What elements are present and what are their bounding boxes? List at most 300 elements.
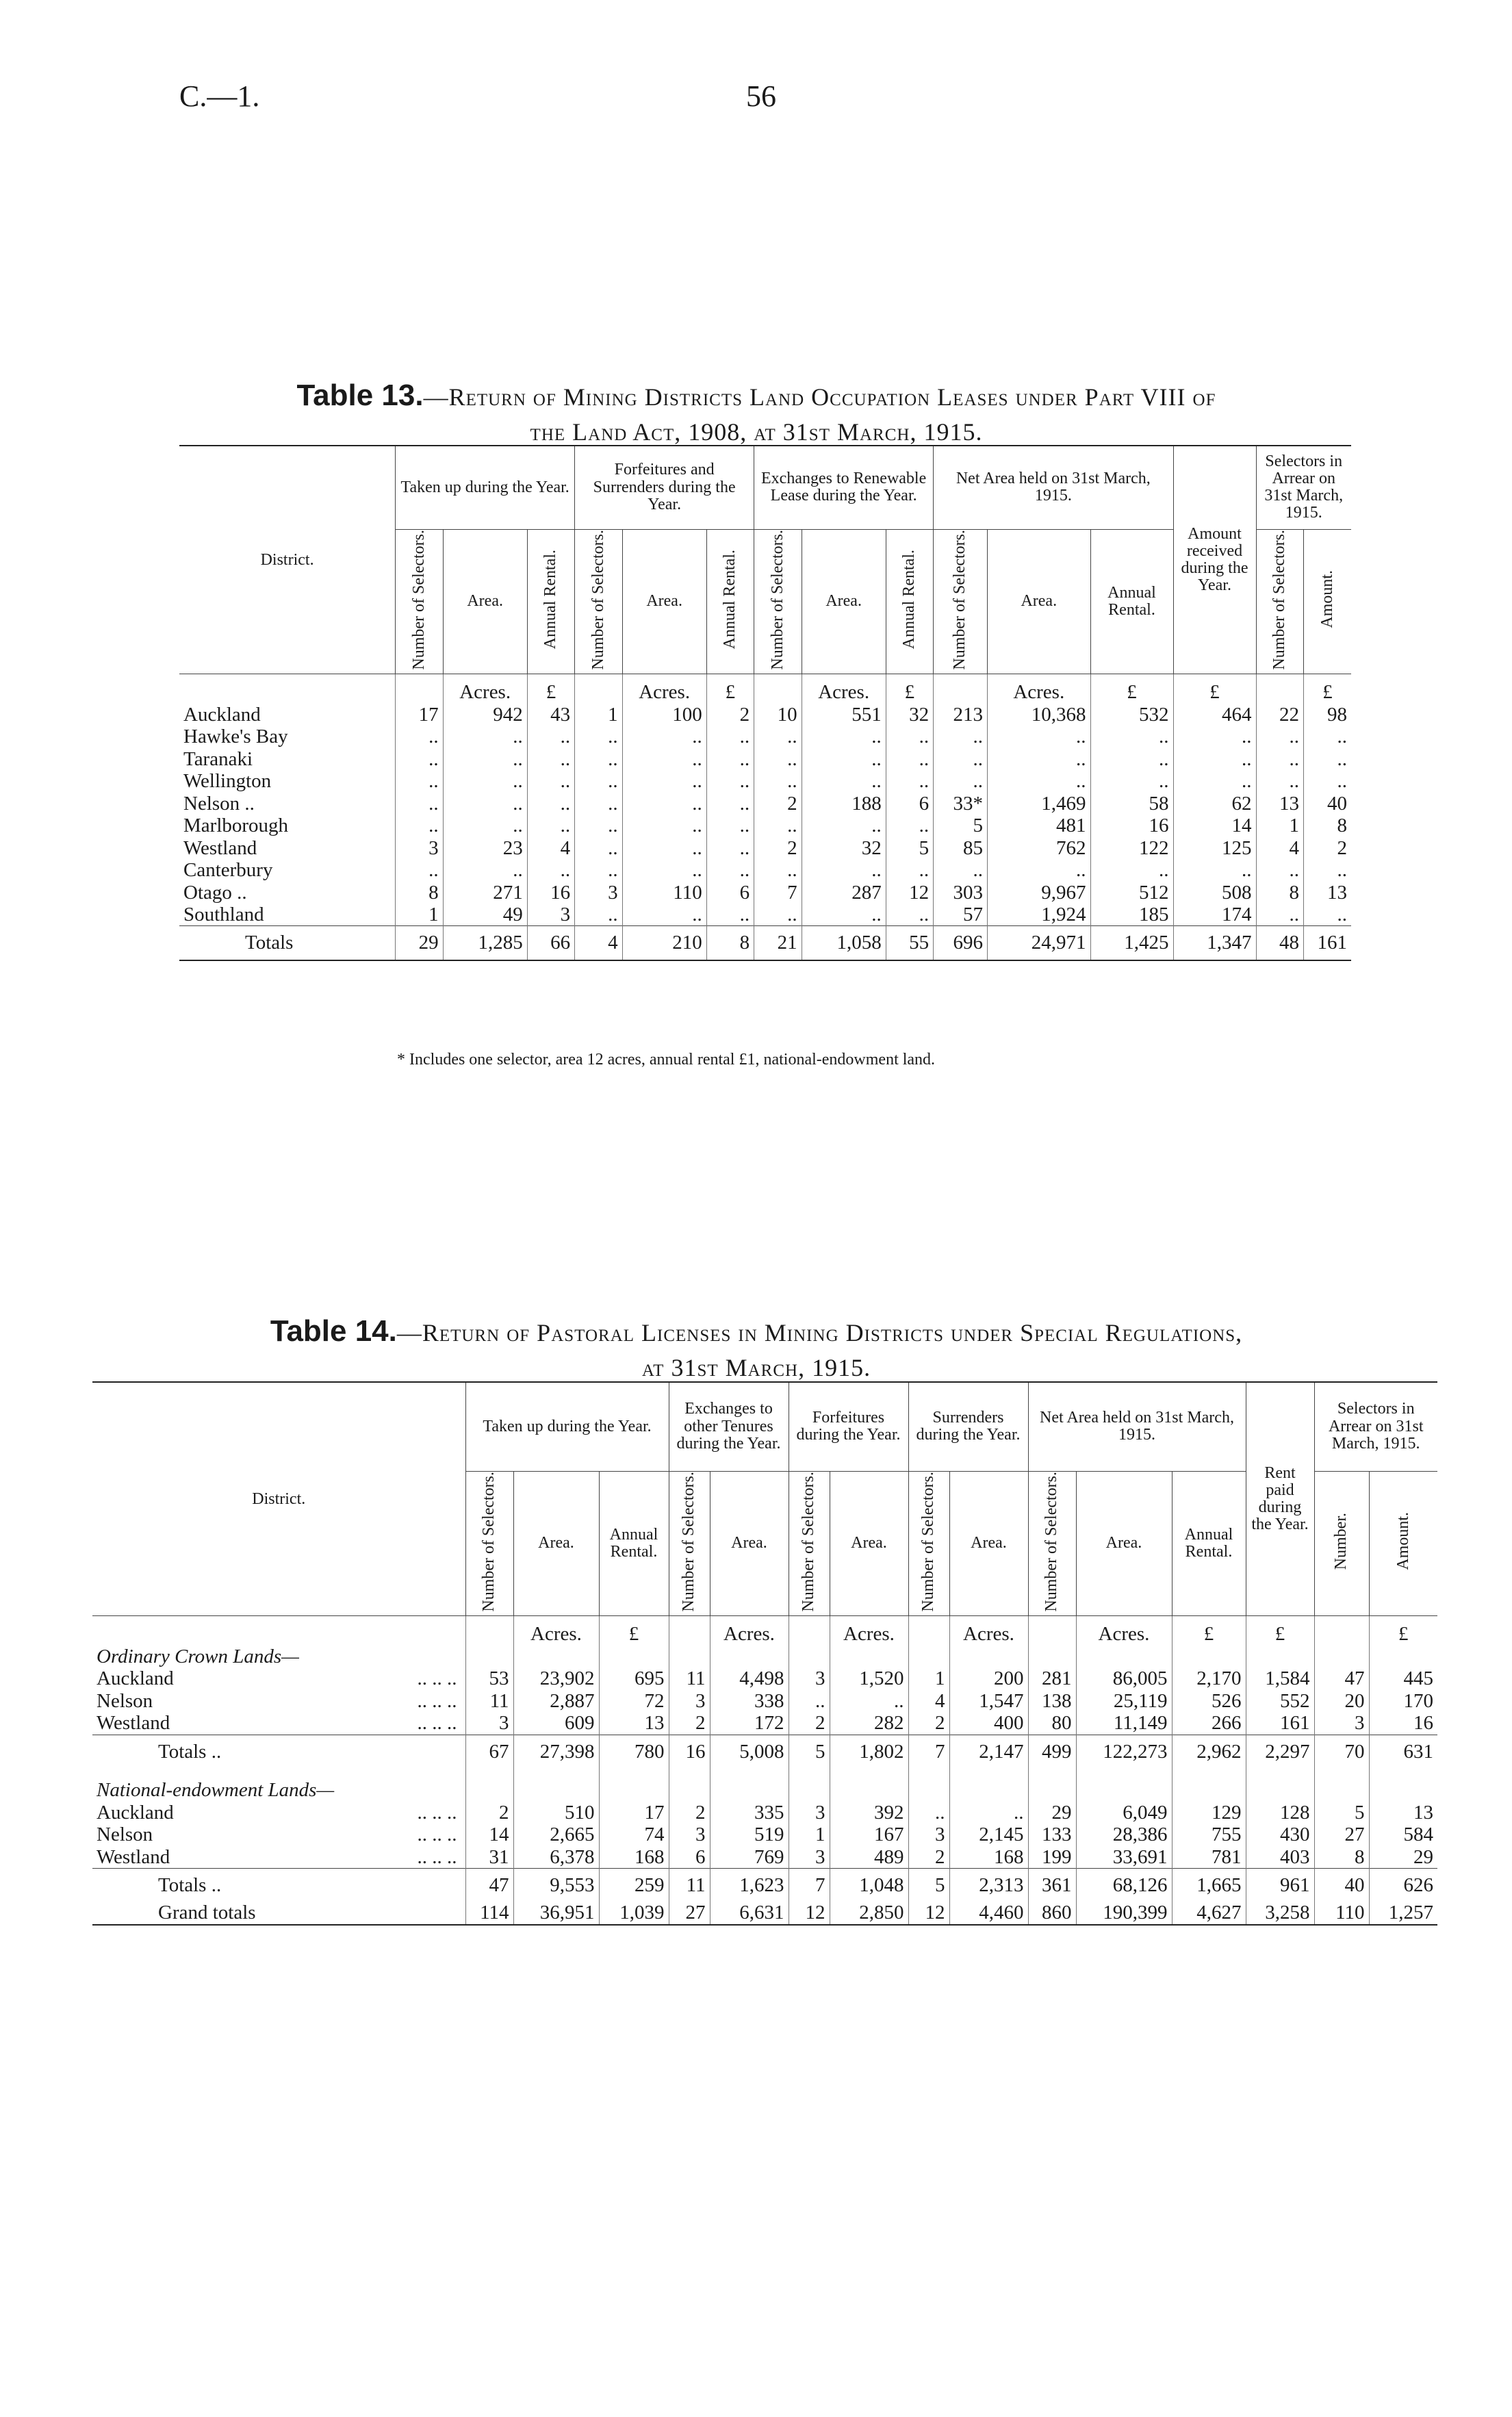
- table14-title-line1: —Return of Pastoral Licenses in Mining Districts under Special Regulations,: [396, 1319, 1243, 1346]
- cell: ..: [575, 859, 622, 881]
- cell: ..: [886, 815, 933, 836]
- district-cell: [92, 1824, 465, 1845]
- table-row: [179, 748, 1351, 770]
- cell: 23,902: [513, 1667, 599, 1689]
- cell: 27,398: [513, 1735, 599, 1768]
- cell: 138: [1028, 1690, 1076, 1712]
- cell: ..: [443, 859, 527, 881]
- cell: ..: [802, 815, 886, 836]
- cell: 3: [789, 1802, 830, 1824]
- cell: ..: [622, 770, 706, 792]
- table-row: [92, 1846, 1437, 1869]
- t14-head-surr-selectors: [908, 1471, 949, 1616]
- district-name: Auckland: [183, 703, 261, 726]
- cell: 281: [1028, 1667, 1076, 1689]
- cell: 27: [669, 1902, 710, 1924]
- cell: 2: [754, 837, 802, 859]
- cell: 9,553: [513, 1868, 599, 1902]
- cell: ..: [1173, 859, 1256, 881]
- cell: [934, 674, 988, 704]
- cell: 161: [1303, 926, 1351, 960]
- cell: ..: [754, 815, 802, 836]
- cell: £: [1303, 674, 1351, 704]
- district-name: Canterbury: [183, 859, 273, 882]
- cell: ..: [706, 748, 754, 770]
- cell: ..: [1256, 748, 1303, 770]
- t13-head-forfeit: Forfeitures and Surrenders during the Year.: [575, 446, 754, 529]
- cell: 168: [599, 1846, 669, 1869]
- cell: 6,631: [710, 1902, 789, 1924]
- cell: ..: [802, 859, 886, 881]
- cell: 1: [908, 1667, 949, 1689]
- cell: 1,469: [988, 793, 1090, 815]
- district-cell: [92, 1802, 465, 1824]
- cell: ..: [443, 770, 527, 792]
- t14-head-net-area: Area.: [1076, 1471, 1172, 1616]
- table-row: [179, 726, 1351, 747]
- t14-head-rent-paid: Rent paid during the Year.: [1246, 1382, 1314, 1616]
- cell: 55: [886, 926, 933, 960]
- cell: 4: [575, 926, 622, 960]
- t14-head-taken-rental: Annual Rental.: [599, 1471, 669, 1616]
- t14-head-net-rental: Annual Rental.: [1172, 1471, 1246, 1616]
- cell: 2,887: [513, 1690, 599, 1712]
- cell: 4,627: [1172, 1902, 1246, 1924]
- cell: 1: [1256, 815, 1303, 836]
- cell: ..: [396, 748, 443, 770]
- cell: 17: [599, 1802, 669, 1824]
- t13-head-forfeit-rental: [706, 529, 754, 674]
- cell: [396, 674, 443, 704]
- cell: ..: [575, 748, 622, 770]
- cell: ..: [1173, 726, 1256, 747]
- cell: 8: [1314, 1846, 1369, 1869]
- cell: 29: [1369, 1846, 1437, 1869]
- leader-dots: .. .. ..: [417, 1667, 457, 1690]
- cell: 1,048: [830, 1868, 908, 1902]
- cell: 31: [465, 1846, 513, 1869]
- cell: 489: [830, 1846, 908, 1869]
- cell: ..: [575, 904, 622, 926]
- cell: 2,962: [1172, 1735, 1246, 1768]
- cell: 98: [1303, 704, 1351, 726]
- cell: 392: [830, 1802, 908, 1824]
- cell: 16: [669, 1735, 710, 1768]
- cell: ..: [754, 726, 802, 747]
- totals-label: Totals ..: [158, 1740, 222, 1763]
- cell: ..: [934, 726, 988, 747]
- cell: 860: [1028, 1902, 1076, 1924]
- cell: 2,297: [1246, 1735, 1314, 1768]
- t14-head-arrear-number: [1314, 1471, 1369, 1616]
- cell: 14: [465, 1824, 513, 1845]
- cell: 2: [789, 1712, 830, 1735]
- t14-head-surrenders: Surrenders during the Year.: [908, 1382, 1028, 1471]
- cell: ..: [706, 837, 754, 859]
- cell: 161: [1246, 1712, 1314, 1735]
- cell: 780: [599, 1735, 669, 1768]
- t14-head-taken-area: Area.: [513, 1471, 599, 1616]
- t13-head-arrear-selectors-label: Number of Selectors.: [1270, 529, 1289, 670]
- cell: 11: [669, 1868, 710, 1902]
- totals-label: Grand totals: [158, 1902, 256, 1924]
- cell: ..: [754, 904, 802, 926]
- cell: ..: [1173, 770, 1256, 792]
- cell: ..: [443, 815, 527, 836]
- cell: 16: [527, 882, 574, 904]
- cell: 755: [1172, 1824, 1246, 1845]
- cell: 2,145: [949, 1824, 1028, 1845]
- t14-head-taken: Taken up during the Year.: [465, 1382, 669, 1471]
- cell: 6,049: [1076, 1802, 1172, 1824]
- cell: 10,368: [988, 704, 1090, 726]
- cell: 48: [1256, 926, 1303, 960]
- cell: 1,425: [1090, 926, 1173, 960]
- cell: 508: [1173, 882, 1256, 904]
- cell: Acres.: [1076, 1616, 1172, 1646]
- cell: 2: [706, 704, 754, 726]
- cell: ..: [802, 904, 886, 926]
- t14-head-net-selectors-label: Number of Selectors.: [1042, 1471, 1061, 1612]
- cell: Acres.: [949, 1616, 1028, 1646]
- cell: 695: [599, 1667, 669, 1689]
- t13-units-row: [179, 674, 1351, 704]
- cell: 6,378: [513, 1846, 599, 1869]
- cell: 519: [710, 1824, 789, 1845]
- district-cell: [92, 1690, 465, 1712]
- table14-title: [110, 1311, 1403, 1385]
- t13-head-amount-received: Amount received during the Year.: [1173, 446, 1256, 674]
- cell: 1,802: [830, 1735, 908, 1768]
- cell: 1,665: [1172, 1868, 1246, 1902]
- t14-head-arrear-number-label: Number.: [1332, 1513, 1350, 1570]
- district-name: Marlborough: [183, 815, 289, 837]
- cell: 1,347: [1173, 926, 1256, 960]
- cell: 62: [1173, 793, 1256, 815]
- cell: [1314, 1616, 1369, 1646]
- totals-row: [92, 1868, 1437, 1902]
- cell: 510: [513, 1802, 599, 1824]
- cell: 3: [789, 1667, 830, 1689]
- cell: 10: [754, 704, 802, 726]
- table14-title-prefix: Table 14.: [270, 1314, 397, 1348]
- cell: £: [599, 1616, 669, 1646]
- cell: 552: [1246, 1690, 1314, 1712]
- cell: 8: [1303, 815, 1351, 836]
- cell: 1,547: [949, 1690, 1028, 1712]
- cell: 6: [886, 793, 933, 815]
- cell: 70: [1314, 1735, 1369, 1768]
- table14: [92, 1381, 1437, 1926]
- cell: Acres.: [802, 674, 886, 704]
- cell: 114: [465, 1902, 513, 1924]
- t14-head-surr-area: Area.: [949, 1471, 1028, 1616]
- district-name: Nelson: [97, 1824, 153, 1846]
- table-row: [179, 793, 1351, 815]
- cell: 2,850: [830, 1902, 908, 1924]
- cell: ..: [934, 748, 988, 770]
- cell: ..: [622, 859, 706, 881]
- table-row: [179, 882, 1351, 904]
- t14-head-exch-selectors-label: Number of Selectors.: [680, 1471, 698, 1612]
- cell: 282: [830, 1712, 908, 1735]
- cell: 2: [908, 1846, 949, 1869]
- t14-head-net-selectors: [1028, 1471, 1076, 1616]
- t13-head-taken-area: Area.: [443, 529, 527, 674]
- district-cell: [179, 837, 396, 859]
- cell: ..: [1303, 770, 1351, 792]
- cell: 12: [886, 882, 933, 904]
- cell: ..: [789, 1690, 830, 1712]
- cell: ..: [443, 793, 527, 815]
- cell: 74: [599, 1824, 669, 1845]
- cell: 287: [802, 882, 886, 904]
- district-name: Auckland: [97, 1801, 174, 1824]
- cell: 1,058: [802, 926, 886, 960]
- cell: ..: [622, 837, 706, 859]
- cell: ..: [754, 859, 802, 881]
- cell: 303: [934, 882, 988, 904]
- t13-head-exch-selectors: [754, 529, 802, 674]
- cell: 33,691: [1076, 1846, 1172, 1869]
- table-row: [179, 815, 1351, 836]
- cell: ..: [575, 770, 622, 792]
- cell: 199: [1028, 1846, 1076, 1869]
- cell: 27: [1314, 1824, 1369, 1845]
- table13-footnote: * Includes one selector, area 12 acres, annual rental £1, national-endowment land.: [397, 1051, 936, 1069]
- district-cell: [179, 904, 396, 926]
- cell: ..: [1303, 726, 1351, 747]
- cell: 481: [988, 815, 1090, 836]
- t13-head-exch-selectors-label: Number of Selectors.: [768, 529, 786, 670]
- district-name: Otago ..: [183, 881, 247, 904]
- cell: ..: [706, 859, 754, 881]
- t14-head-exch-area: Area.: [710, 1471, 789, 1616]
- cell: ..: [988, 726, 1090, 747]
- page-number: 56: [746, 79, 776, 113]
- totals-row: [92, 1735, 1437, 1768]
- cell: 110: [1314, 1902, 1369, 1924]
- cell: 8: [1256, 882, 1303, 904]
- cell: 2,147: [949, 1735, 1028, 1768]
- cell: 259: [599, 1868, 669, 1902]
- cell: 1: [575, 704, 622, 726]
- cell: 2: [908, 1712, 949, 1735]
- cell: ..: [396, 859, 443, 881]
- t14-head-arrear-amount-label: Amount.: [1394, 1512, 1412, 1571]
- cell: 5: [886, 837, 933, 859]
- cell: ..: [830, 1690, 908, 1712]
- cell: ..: [622, 904, 706, 926]
- cell: Acres.: [710, 1616, 789, 1646]
- cell: 526: [1172, 1690, 1246, 1712]
- cell: [1256, 674, 1303, 704]
- cell: 361: [1028, 1868, 1076, 1902]
- cell: 3: [1314, 1712, 1369, 1735]
- district-name: Wellington: [183, 770, 272, 793]
- cell: ..: [802, 770, 886, 792]
- t13-head-exch-rental: [886, 529, 933, 674]
- cell: ..: [575, 793, 622, 815]
- cell: [92, 1616, 465, 1646]
- totals-label: Totals ..: [158, 1874, 222, 1896]
- cell: ..: [527, 859, 574, 881]
- cell: 5: [789, 1735, 830, 1768]
- cell: [465, 1616, 513, 1646]
- cell: ..: [575, 837, 622, 859]
- cell: 11,149: [1076, 1712, 1172, 1735]
- cell: 20: [1314, 1690, 1369, 1712]
- section-heading-row: [92, 1768, 1437, 1801]
- leader-dots: .. .. ..: [417, 1824, 457, 1846]
- cell: ..: [1090, 770, 1173, 792]
- cell: 12: [908, 1902, 949, 1924]
- cell: 499: [1028, 1735, 1076, 1768]
- cell: 626: [1369, 1868, 1437, 1902]
- section-heading-ordinary: Ordinary Crown Lands—: [97, 1645, 299, 1667]
- t14-head-exch-selectors: [669, 1471, 710, 1616]
- cell: ..: [1256, 726, 1303, 747]
- cell: 188: [802, 793, 886, 815]
- cell: 4,460: [949, 1902, 1028, 1924]
- cell: 47: [1314, 1667, 1369, 1689]
- cell: ..: [802, 726, 886, 747]
- cell: 53: [465, 1667, 513, 1689]
- t13-head-arrear: Selectors in Arrear on 31st March, 1915.: [1256, 446, 1351, 529]
- cell: 2: [465, 1802, 513, 1824]
- cell: 7: [789, 1868, 830, 1902]
- cell: ..: [706, 770, 754, 792]
- cell: Acres.: [830, 1616, 908, 1646]
- table13-title-prefix: Table 13.: [296, 379, 424, 412]
- cell: 696: [934, 926, 988, 960]
- cell: £: [706, 674, 754, 704]
- cell: ..: [1090, 726, 1173, 747]
- t13-head-net-rental: Annual Rental.: [1090, 529, 1173, 674]
- cell: 609: [513, 1712, 599, 1735]
- cell: ..: [396, 726, 443, 747]
- table-row: [179, 904, 1351, 926]
- section-heading-row: [92, 1646, 1437, 1667]
- t13-head-net-area: Area.: [988, 529, 1090, 674]
- t13-head-taken-rental: [527, 529, 574, 674]
- cell: 512: [1090, 882, 1173, 904]
- cell: 1,584: [1246, 1667, 1314, 1689]
- cell: ..: [527, 770, 574, 792]
- cell: 29: [1028, 1802, 1076, 1824]
- cell: 9,967: [988, 882, 1090, 904]
- cell: 2: [669, 1712, 710, 1735]
- cell: 8: [706, 926, 754, 960]
- cell: 430: [1246, 1824, 1314, 1845]
- cell: 11: [669, 1667, 710, 1689]
- table-row: [92, 1712, 1437, 1735]
- cell: ..: [802, 748, 886, 770]
- cell: 110: [622, 882, 706, 904]
- cell: 2,170: [1172, 1667, 1246, 1689]
- totals-row: [179, 926, 1351, 960]
- cell: [908, 1616, 949, 1646]
- page-reference: C.—1.: [179, 79, 260, 113]
- cell: 200: [949, 1667, 1028, 1689]
- t14-head-forfeit-selectors: [789, 1471, 830, 1616]
- cell: ..: [886, 748, 933, 770]
- cell: 4: [527, 837, 574, 859]
- cell: 6: [706, 882, 754, 904]
- table-row: [92, 1802, 1437, 1824]
- t13-head-taken-selectors-label: Number of Selectors.: [409, 529, 428, 670]
- cell: 25,119: [1076, 1690, 1172, 1712]
- cell: 168: [949, 1846, 1028, 1869]
- grand-totals-row: [92, 1902, 1437, 1924]
- cell: ..: [1090, 859, 1173, 881]
- cell: ..: [886, 770, 933, 792]
- cell: Acres.: [988, 674, 1090, 704]
- cell: 14: [1173, 815, 1256, 836]
- t13-head-exchanges: Exchanges to Renewable Lease during the Year.: [754, 446, 934, 529]
- cell: 4: [1256, 837, 1303, 859]
- cell: ..: [527, 748, 574, 770]
- district-cell: [92, 1735, 465, 1768]
- cell: £: [1090, 674, 1173, 704]
- cell: 16: [1369, 1712, 1437, 1735]
- cell: ..: [886, 859, 933, 881]
- cell: 3: [669, 1824, 710, 1845]
- district-name: Westland: [183, 836, 257, 859]
- table13-title: [110, 375, 1403, 449]
- cell: ..: [706, 815, 754, 836]
- district-name: Nelson ..: [183, 792, 255, 815]
- cell: ..: [754, 748, 802, 770]
- cell: 584: [1369, 1824, 1437, 1845]
- cell: [179, 674, 396, 704]
- cell: 213: [934, 704, 988, 726]
- cell: 7: [754, 882, 802, 904]
- cell: 403: [1246, 1846, 1314, 1869]
- cell: ..: [886, 726, 933, 747]
- cell: 762: [988, 837, 1090, 859]
- cell: 58: [1090, 793, 1173, 815]
- cell: 72: [599, 1690, 669, 1712]
- cell: ..: [1256, 770, 1303, 792]
- cell: £: [1246, 1616, 1314, 1646]
- cell: 86,005: [1076, 1667, 1172, 1689]
- cell: ..: [886, 904, 933, 926]
- cell: 13: [1256, 793, 1303, 815]
- district-name: Hawke's Bay: [183, 726, 288, 748]
- t14-head-exchanges: Exchanges to other Tenures during the Year.: [669, 1382, 789, 1471]
- t14-head-taken-selectors-label: Number of Selectors.: [480, 1471, 498, 1612]
- district-cell: [92, 1667, 465, 1689]
- cell: Acres.: [443, 674, 527, 704]
- cell: [754, 674, 802, 704]
- t13-head-exch-rental-label: Annual Rental.: [900, 550, 919, 650]
- t13-head-arrear-amount-label: Amount.: [1318, 570, 1336, 629]
- cell: ..: [934, 859, 988, 881]
- t13-head-forfeit-selectors-label: Number of Selectors.: [589, 529, 607, 670]
- t13-head-taken-selectors: [396, 529, 443, 674]
- cell: 2: [1303, 837, 1351, 859]
- t14-head-netarea: Net Area held on 31st March, 1915.: [1028, 1382, 1246, 1471]
- cell: 49: [443, 904, 527, 926]
- cell: 400: [949, 1712, 1028, 1735]
- t14-units-row: [92, 1616, 1437, 1646]
- cell: 5: [1314, 1802, 1369, 1824]
- cell: ..: [396, 815, 443, 836]
- cell: ..: [622, 726, 706, 747]
- cell: ..: [443, 748, 527, 770]
- cell: ..: [988, 770, 1090, 792]
